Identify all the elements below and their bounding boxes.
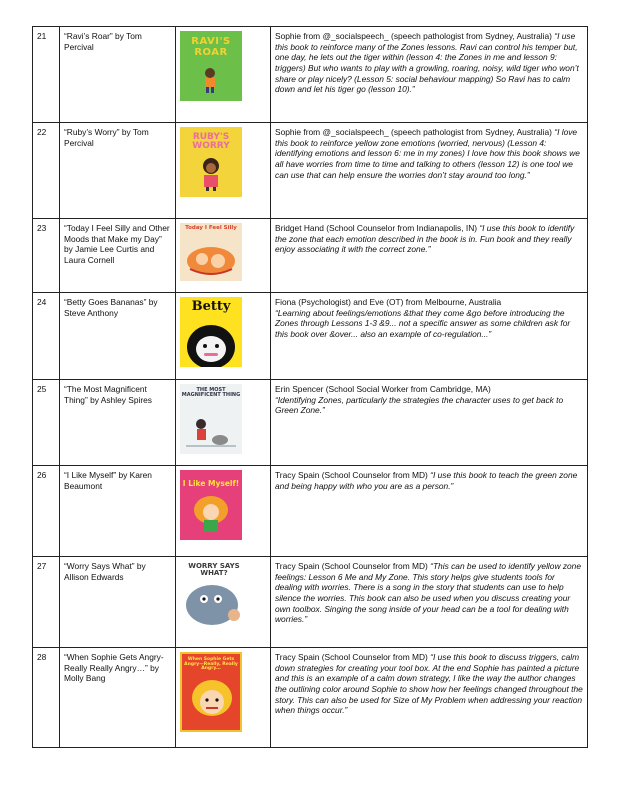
book-title: “Today I Feel Silly and Other Moods that Make my Day” by Jamie Lee Curtis and Laura Cornell [60,219,176,293]
cover-title: When Sophie Gets Angry—Really, Really Angry… [184,657,238,672]
book-title: “The Most Magnificent Thing” by Ashley Spires [60,380,176,466]
row-number: 21 [33,27,60,123]
quote-cell [271,293,588,380]
book-title: “Ruby’s Worry” by Tom Percival [60,123,176,219]
quote-cell [271,27,588,123]
quote-text: “I love this book to reinforce yellow zone emotions (worried, nervous) (Lesson 4: identifying emotions and lesson 6: me in my zones) I love how this book shows we all have worries from time to time and talking to others (lesson 12) is one tool we can use that can help ensure the worries don’t stay around too long.” [275,127,580,180]
ruby-cover-icon [180,127,242,197]
quote-source: Bridget Hand (School Counselor from Indianapolis, IN) [275,223,480,233]
table-row [33,557,588,648]
quote-source: Tracy Spain (School Counselor from MD) [275,470,431,480]
book-cover-cell [176,219,271,293]
girl-hair-icon [192,494,230,534]
likemyself-cover-icon [180,470,242,540]
quote-cell [271,648,588,748]
silly-cover-icon [180,223,242,281]
book-cover-cell [176,27,271,123]
cover-title: WORRY SAYS WHAT? [188,562,240,578]
quote-text: “Learning about feelings/emotions &that they come &go before introducing the Zones through Lessons 1-3 &9... not a specific answer as some children ask for this book over &over... also an example of co-regulation...” [275,307,571,340]
table-row [33,293,588,380]
quote-text: “Identifying Zones, particularly the strategies the character uses to get back to Green Zone.” [275,394,564,416]
book-title: “Betty Goes Bananas” by Steve Anthony [60,293,176,380]
table-row [33,380,588,466]
cover-title: RAVI'S ROAR [191,36,231,58]
row-number: 26 [33,466,60,557]
quote-text: “I use this book to reinforce many of the Zones lessons. Ravi can control his temper but, one day, he lets out the tiger within (lesson 4: the Zones in me and lesson 9: triggers) But who wants to play with a growling, roaring, noisy, wild tiger who won’t share or play nicely? (Lesson 5: social behaviour mapping) So Ravi has to calm down and let his tiger go (lesson 10).” [275,31,579,95]
ravi-cover-icon [180,31,242,101]
table-row [33,466,588,557]
book-table [32,26,588,748]
row-number: 25 [33,380,60,466]
worry-cover-icon [180,561,248,631]
quote-source: Sophie from @_socialspeech_ (speech pathologist from Sydney, Australia) [275,127,555,137]
cover-title: RUBY'S WORRY [192,132,230,152]
book-title: “When Sophie Gets Angry- Really Really Angry…” by Molly Bang [60,648,176,748]
row-number: 23 [33,219,60,293]
book-title: “Worry Says What” by Allison Edwards [60,557,176,648]
quote-source: Tracy Spain (School Counselor from MD) [275,561,431,571]
magnificent-cover-icon [180,384,242,454]
quote-cell [271,380,588,466]
girl-with-dog-icon [186,414,236,450]
book-cover-cell [176,123,271,219]
quote-source: Sophie from @_socialspeech_ (speech pathologist from Sydney, Australia) [275,31,555,41]
table-row [33,219,588,293]
cover-title: THE MOST MAGNIFICENT THING [181,387,241,399]
quote-text: “I use this book to identify the zone that each emotion described in the book is in. Fun book and they really enjoy associating it with the correct zone.” [275,223,575,255]
book-cover-cell [176,648,271,748]
quote-cell [271,219,588,293]
quote-cell [271,557,588,648]
quote-text: “I use this book to teach the green zone and being happy with who you are as a person.” [275,470,578,491]
cover-title: I Like Myself! [182,479,240,488]
table-row [33,648,588,748]
quote-text: “I use this book to discuss triggers, calm down strategies for creating your tool box. At the end Sophie has painted a picture and this is an example of a calm down strategy, I like the way the author changes the outlining color around Sophie to show how her feelings changed throughout the story. This can also be used for Size of My Problem when addressing your reaction when things occur.” [275,652,583,716]
quote-cell [271,123,588,219]
book-cover-cell [176,293,271,380]
quote-source: Fiona (Psychologist) and Eve (OT) from Melbourne, Australia [275,297,502,307]
faces-illustration-icon [184,239,238,279]
book-title: “I Like Myself” by Karen Beaumont [60,466,176,557]
quote-cell [271,466,588,557]
book-title: “Ravi’s Roar” by Tom Percival [60,27,176,123]
table-row [33,27,588,123]
row-number: 27 [33,557,60,648]
row-number: 28 [33,648,60,748]
row-number: 24 [33,293,60,380]
book-cover-cell [176,466,271,557]
table-row [33,123,588,219]
betty-cover-icon [180,297,242,367]
child-figure-icon [202,67,218,93]
angry-girl-face-icon [190,676,234,724]
quote-source: Tracy Spain (School Counselor from MD) [275,652,431,662]
quote-text: “This can be used to identify yellow zone feelings: Lesson 6 Me and My Zone. This story helps give students tools for dealing with worries. There is a song in the story that students can use to help silence the worries. This book can also be used when you discuss creating your own toolbox. Singing the song inside of your head can be a tool for dealing with worries.” [275,561,581,625]
book-cover-cell [176,380,271,466]
row-number: 22 [33,123,60,219]
cover-title: Today I Feel Silly [185,225,237,231]
quote-source: Erin Spencer (School Social Worker from Cambridge, MA) [275,384,491,394]
sophie-cover-icon [180,652,242,732]
gorilla-face-icon [186,319,236,367]
book-cover-cell [176,557,271,648]
cover-title: Betty [191,299,231,314]
monster-illustration-icon [182,575,246,629]
girl-figure-icon [198,157,224,191]
